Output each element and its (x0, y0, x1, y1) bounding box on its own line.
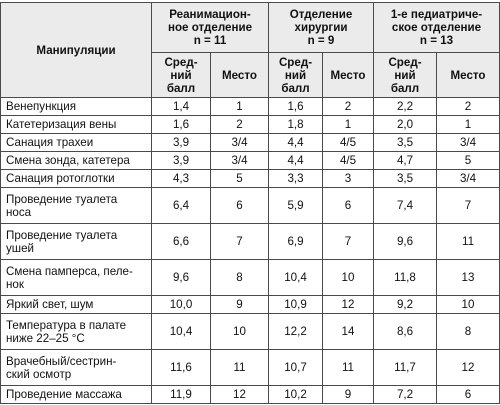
row-manipulation-name (1, 152, 152, 170)
cell-icu-place: 2 (211, 116, 269, 134)
subheader-score-line: балл (390, 81, 420, 95)
cell-icu-place: 7 (211, 224, 269, 260)
cell-surgery-place: 7 (323, 224, 374, 260)
group-header-n: n = 13 (419, 34, 454, 47)
cell-pediatric-place: 10 (437, 296, 500, 314)
row-name-line: Венепункция (6, 100, 76, 113)
subheader-place: Место (323, 53, 374, 98)
cell-pediatric-score: 9,6 (374, 224, 437, 260)
cell-icu-place: 6 (211, 188, 269, 224)
row-name-line: носа (6, 205, 32, 219)
cell-pediatric-score: 7,4 (374, 188, 437, 224)
group-header-line: ное отделение (167, 21, 253, 34)
row-manipulation-name (1, 260, 152, 296)
cell-surgery-score: 10,9 (269, 296, 323, 314)
cell-surgery-place: 4/5 (323, 152, 374, 170)
cell-surgery-score: 10,7 (269, 350, 323, 386)
cell-icu-place: 3/4 (211, 152, 269, 170)
cell-surgery-place: 2 (323, 98, 374, 116)
cell-pediatric-place: 8 (437, 314, 500, 350)
subheader-score (269, 53, 323, 98)
row-name-line: ский осмотр (6, 367, 72, 381)
subheader-score-line: Сред- (278, 55, 313, 69)
table-row (1, 152, 500, 170)
cell-pediatric-score: 11,7 (374, 350, 437, 386)
cell-surgery-score: 1,8 (269, 116, 323, 134)
row-name-line: ушей (6, 241, 35, 255)
cell-icu-score: 4,3 (152, 170, 211, 188)
cell-surgery-score: 10,4 (269, 260, 323, 296)
cell-pediatric-score: 4,7 (374, 152, 437, 170)
subheader-score-line: Сред- (388, 55, 422, 69)
group-header-line: 1-е педиатриче- (390, 8, 483, 21)
row-name-line: Санация ротоглотки (6, 172, 115, 185)
row-name-line: Санация трахеи (6, 136, 94, 149)
cell-surgery-score: 10,2 (269, 386, 323, 404)
cell-pediatric-score: 3,5 (374, 170, 437, 188)
cell-surgery-place: 3 (323, 170, 374, 188)
cell-icu-place: 10 (211, 314, 269, 350)
cell-icu-place: 1 (211, 98, 269, 116)
table-row (1, 296, 500, 314)
cell-pediatric-score: 8,6 (374, 314, 437, 350)
cell-icu-score: 1,6 (152, 116, 211, 134)
cell-icu-place: 3/4 (211, 134, 269, 152)
cell-icu-place: 12 (211, 386, 269, 404)
cell-surgery-place: 11 (323, 350, 374, 386)
row-name-line: Катетеризация вены (6, 118, 117, 131)
subheader-place: Место (211, 53, 269, 98)
subheader-score (374, 53, 437, 98)
cell-surgery-place: 6 (323, 188, 374, 224)
group-header-line: хирургии (294, 21, 348, 34)
group-header-line: Реанимацион- (169, 8, 251, 21)
cell-surgery-score: 6,9 (269, 224, 323, 260)
row-manipulation-name (1, 350, 152, 386)
subheader-place: Место (437, 53, 500, 98)
header-row-groups (1, 3, 500, 53)
row-name-line: Проведение туалета (6, 192, 118, 206)
cell-icu-place: 11 (211, 350, 269, 386)
subheader-score-line: балл (281, 81, 310, 95)
cell-surgery-score: 5,9 (269, 188, 323, 224)
cell-surgery-place: 9 (323, 386, 374, 404)
cell-surgery-score: 4,4 (269, 152, 323, 170)
row-manipulation-name (1, 134, 152, 152)
cell-pediatric-place: 12 (437, 350, 500, 386)
row-name-line: Смена памперса, пеле- (6, 264, 133, 278)
cell-pediatric-score: 2,0 (374, 116, 437, 134)
cell-pediatric-place: 2 (437, 98, 500, 116)
cell-surgery-place: 10 (323, 260, 374, 296)
cell-icu-score: 6,6 (152, 224, 211, 260)
cell-icu-score: 1,4 (152, 98, 211, 116)
subheader-score-line: Сред- (164, 55, 198, 69)
row-manipulation-name (1, 98, 152, 116)
group-header-line: ское отделение (391, 21, 482, 34)
row-manipulation-name (1, 170, 152, 188)
row-name-line: Яркий свет, шум (6, 298, 94, 311)
group-header-n: n = 9 (307, 34, 335, 47)
table-row (1, 116, 500, 134)
subheader-score (152, 53, 211, 98)
cell-icu-score: 3,9 (152, 134, 211, 152)
table-row (1, 314, 500, 350)
cell-icu-score: 10,4 (152, 314, 211, 350)
table-row (1, 350, 500, 386)
cell-icu-place: 5 (211, 170, 269, 188)
cell-icu-score: 10,0 (152, 296, 211, 314)
cell-pediatric-place: 3/4 (437, 170, 500, 188)
row-name-line: Температура в палате (6, 318, 127, 332)
subheader-score-line: ний (284, 68, 307, 82)
subheader-score-line: ний (170, 68, 192, 82)
cell-icu-place: 9 (211, 296, 269, 314)
subheader-score-line: ний (394, 68, 416, 82)
table-row (1, 224, 500, 260)
cell-pediatric-place: 5 (437, 152, 500, 170)
row-manipulation-name (1, 224, 152, 260)
row-manipulation-name (1, 116, 152, 134)
subheader-score-line: балл (166, 81, 196, 95)
table-row (1, 98, 500, 116)
cell-pediatric-place: 11 (437, 224, 500, 260)
cell-surgery-score: 1,6 (269, 98, 323, 116)
cell-pediatric-place: 1 (437, 116, 500, 134)
cell-surgery-place: 14 (323, 314, 374, 350)
cell-surgery-place: 12 (323, 296, 374, 314)
cell-pediatric-score: 11,8 (374, 260, 437, 296)
table-body (1, 98, 500, 404)
cell-icu-score: 6,4 (152, 188, 211, 224)
row-name-line: Врачебный/сестрин- (6, 354, 117, 368)
cell-pediatric-place: 13 (437, 260, 500, 296)
cell-pediatric-score: 2,2 (374, 98, 437, 116)
cell-pediatric-place: 3/4 (437, 134, 500, 152)
row-name-line: Проведение массажа (6, 388, 122, 401)
cell-surgery-score: 3,3 (269, 170, 323, 188)
cell-icu-place: 8 (211, 260, 269, 296)
cell-pediatric-place: 6 (437, 386, 500, 404)
table-row (1, 188, 500, 224)
cell-surgery-score: 12,2 (269, 314, 323, 350)
cell-pediatric-score: 9,2 (374, 296, 437, 314)
group-header-icu (152, 3, 269, 53)
cell-pediatric-place: 7 (437, 188, 500, 224)
row-name-line: Проведение туалета (6, 228, 118, 242)
cell-surgery-score: 4,4 (269, 134, 323, 152)
row-name-line: Смена зонда, катетера (6, 154, 130, 167)
cell-icu-score: 11,6 (152, 350, 211, 386)
row-manipulation-name (1, 296, 152, 314)
cell-surgery-place: 1 (323, 116, 374, 134)
group-header-surgery (269, 3, 374, 53)
row-manipulation-name (1, 314, 152, 350)
table-row (1, 260, 500, 296)
cell-surgery-place: 4/5 (323, 134, 374, 152)
group-header-n: n = 11 (193, 34, 227, 47)
row-name-line: нок (6, 277, 24, 291)
cell-pediatric-score: 7,2 (374, 386, 437, 404)
cell-icu-score: 3,9 (152, 152, 211, 170)
table-row (1, 134, 500, 152)
row-manipulation-name (1, 386, 152, 404)
manipulations-header: Манипуляции (1, 3, 152, 98)
group-header-line: Отделение (289, 8, 353, 21)
cell-icu-score: 11,9 (152, 386, 211, 404)
table-header (1, 3, 500, 98)
table-row (1, 386, 500, 404)
table-row (1, 170, 500, 188)
manipulations-table (0, 2, 500, 404)
row-name-line: ниже 22–25 °С (6, 331, 85, 345)
cell-pediatric-score: 3,5 (374, 134, 437, 152)
row-manipulation-name (1, 188, 152, 224)
group-header-pediatric (374, 3, 500, 53)
cell-icu-score: 9,6 (152, 260, 211, 296)
